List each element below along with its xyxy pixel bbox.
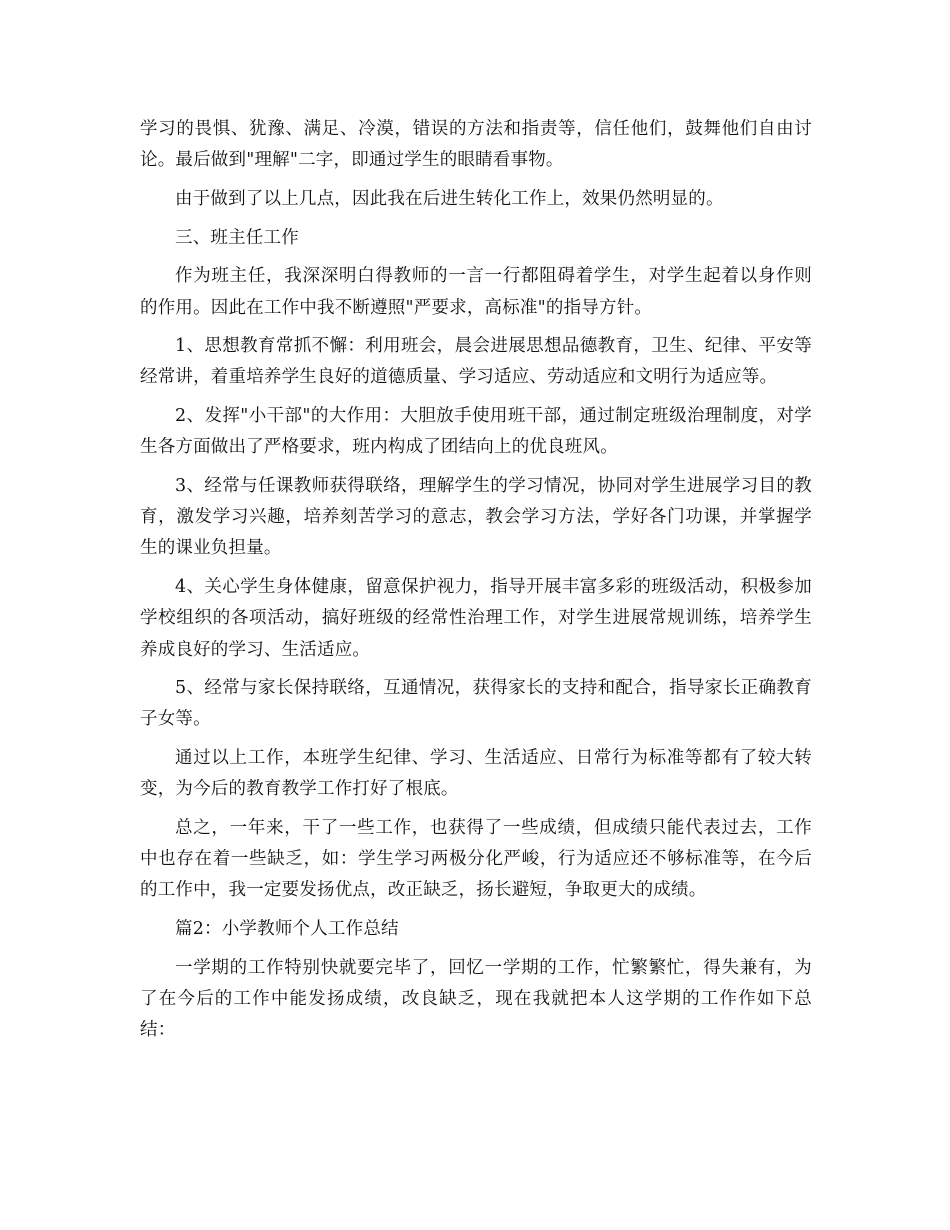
paragraph: 一学期的工作特别快就要完毕了，回忆一学期的工作，忙繁繁忙，得失兼有，为了在今后的工作中能发扬成绩，改良缺乏，现在我就把本人这学期的工作作如下总结： [140, 957, 812, 1041]
paragraph: 学习的畏惧、犹豫、满足、冷漠，错误的方法和指责等，信任他们，鼓舞他们自由讨论。最后做到"理解"二字，即通过学生的眼睛看事物。 [140, 119, 812, 171]
section-heading: 三、班主任工作 [175, 227, 299, 248]
list-item: 3、经常与任课教师获得联络，理解学生的学习情况，协同对学生进展学习目的教育，激发学习兴趣，培养刻苦学习的意志，教会学习方法，学好各门功课，并掌握学生的课业负担量。 [140, 476, 812, 559]
list-item: 5、经常与家长保持联络，互通情况，获得家长的支持和配合，指导家长正确教育子女等。 [140, 678, 812, 730]
list-item: 1、思想教育常抓不懈：利用班会，晨会进展思想品德教育，卫生、纪律、平安等经常讲，着重培养学生良好的道德质量、学习适应、劳动适应和文明行为适应等。 [140, 336, 812, 388]
section-heading: 篇2：小学教师个人工作总结 [175, 919, 399, 940]
list-item: 2、发挥"小干部"的大作用：大胆放手使用班干部，通过制定班级治理制度，对学生各方面做出了严格要求，班内构成了团结向上的优良班风。 [140, 406, 812, 458]
document-body [140, 114, 812, 1054]
paragraph: 通过以上工作，本班学生纪律、学习、生活适应、日常行为标准等都有了较大转变，为今后的教育教学工作打好了根底。 [140, 748, 812, 800]
paragraph: 作为班主任，我深深明白得教师的一言一行都阻碍着学生，对学生起着以身作则的作用。因此在工作中我不断遵照"严要求，高标准"的指导方针。 [140, 266, 812, 318]
paragraph: 由于做到了以上几点，因此我在后进生转化工作上，效果仍然明显的。 [175, 188, 724, 209]
paragraph: 总之，一年来，干了一些工作，也获得了一些成绩，但成绩只能代表过去，工作中也存在着一些缺乏，如：学生学习两极分化严峻，行为适应还不够标准等，在今后的工作中，我一定要发扬优点，改正缺乏，扬长避短，争取更大的成绩。 [140, 818, 812, 901]
list-item: 4、关心学生身体健康，留意保护视力，指导开展丰富多彩的班级活动，积极参加学校组织的各项活动，搞好班级的经常性治理工作，对学生进展常规训练，培养学生养成良好的学习、生活适应。 [140, 577, 812, 660]
